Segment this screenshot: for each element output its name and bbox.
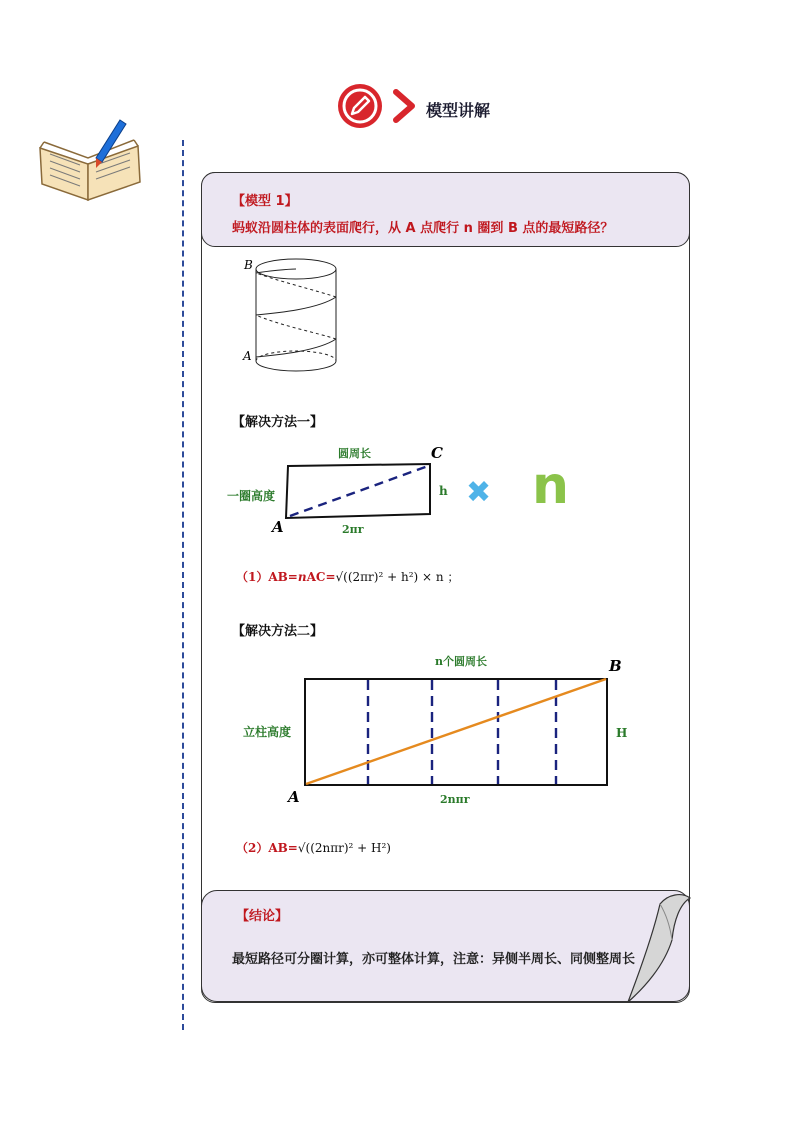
page-curl-decoration bbox=[624, 890, 692, 1004]
method1-right-label: h bbox=[439, 484, 448, 498]
method2-rectangle-diagram bbox=[300, 674, 612, 790]
multiply-icon: ✖ bbox=[466, 475, 492, 510]
model-question: 蚂蚁沿圆柱体的表面爬行，从 A 点爬行 n 圈到 B 点的最短路径？ bbox=[232, 221, 614, 236]
section-title: 模型讲解 bbox=[426, 101, 491, 120]
method2-top-label: n个圆周长 bbox=[435, 655, 487, 668]
method1-top-label: 圆周长 bbox=[338, 447, 371, 460]
method2-corner-a: A bbox=[288, 788, 300, 806]
cylinder-point-a: A bbox=[243, 349, 252, 363]
method1-title: 【解决方法一】 bbox=[232, 415, 324, 430]
method1-corner-c: C bbox=[431, 444, 443, 462]
formula2-expression: √((2nπr)² + H²) bbox=[297, 841, 391, 855]
n-symbol: n bbox=[532, 456, 570, 516]
formula1-prefix: （1）AB= bbox=[236, 570, 298, 584]
margin-divider bbox=[182, 140, 184, 1030]
chevron-right-icon bbox=[392, 88, 418, 124]
method1-left-label: 一圈高度 bbox=[227, 489, 276, 503]
formula1-expression: √((2πr)² + h²) × n ； bbox=[335, 570, 460, 584]
cylinder-diagram bbox=[238, 255, 348, 377]
conclusion-text: 最短路径可分圈计算，亦可整体计算，注意：异侧半周长、同侧整周长 bbox=[232, 952, 636, 967]
conclusion-label: 【结论】 bbox=[236, 909, 289, 924]
method2-bottom-label: 2nπr bbox=[440, 793, 470, 806]
formula1-n: n bbox=[297, 570, 307, 584]
formula2-prefix: （2）AB= bbox=[236, 841, 298, 855]
book-pen-illustration bbox=[36, 116, 146, 206]
method1-rectangle-diagram bbox=[282, 462, 438, 522]
formula1-mid: AC= bbox=[306, 570, 336, 584]
model-label: 【模型 1】 bbox=[232, 194, 298, 209]
method1-corner-a: A bbox=[272, 518, 284, 536]
method1-bottom-label: 2πr bbox=[342, 523, 364, 536]
method2-left-label: 立柱高度 bbox=[243, 725, 292, 739]
method2-right-label: H bbox=[616, 726, 628, 740]
pencil-circle-icon bbox=[336, 82, 384, 130]
method2-title: 【解决方法二】 bbox=[232, 624, 324, 639]
method1-formula bbox=[236, 568, 459, 585]
method2-corner-b: B bbox=[609, 657, 622, 675]
method2-formula bbox=[236, 839, 391, 856]
cylinder-point-b: B bbox=[244, 258, 253, 272]
